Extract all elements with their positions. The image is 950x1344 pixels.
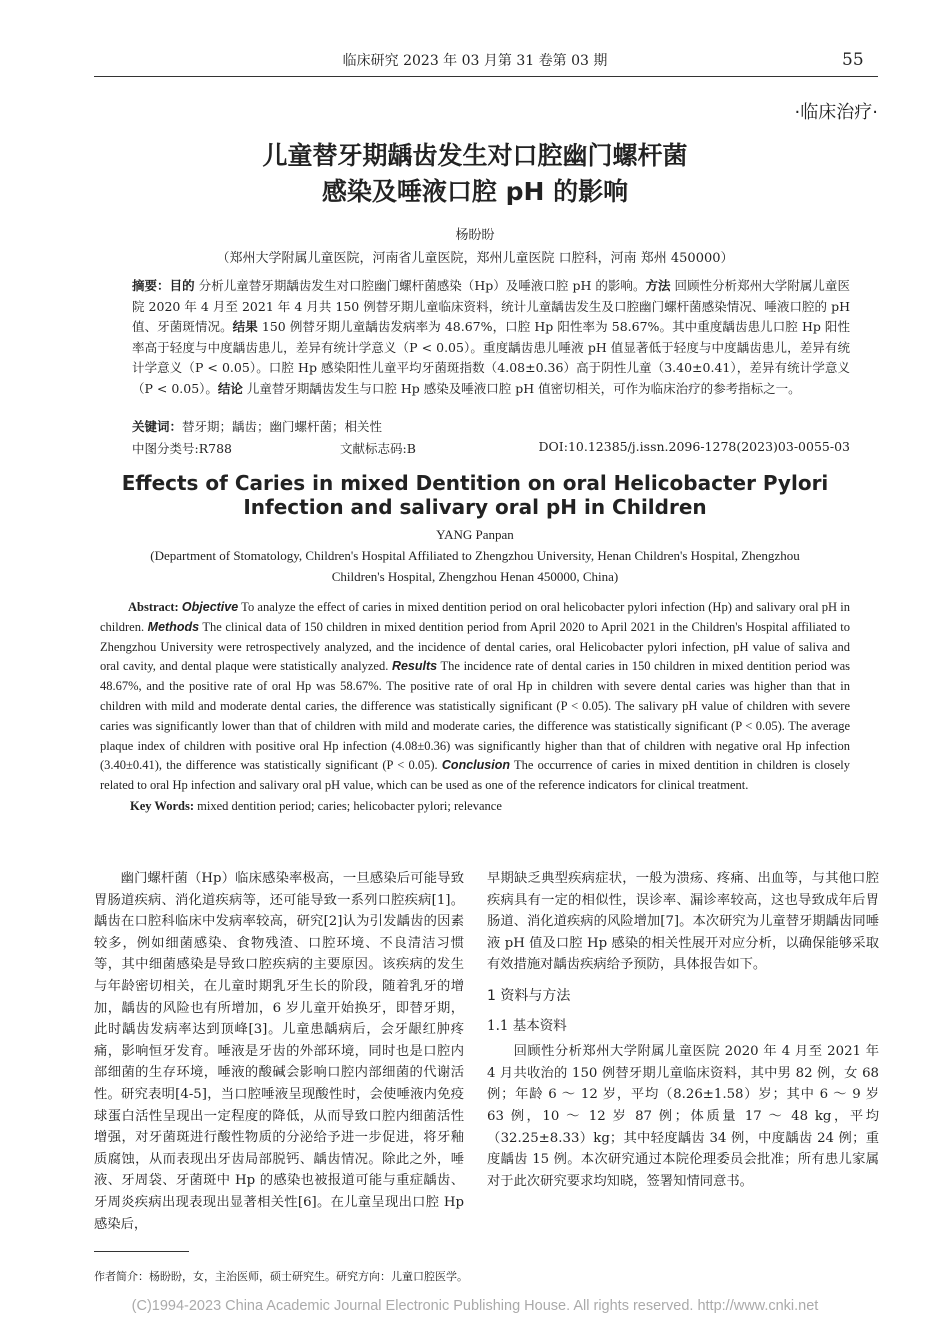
affiliation-en-line-1: (Department of Stomatology, Children's Hospital Affiliated to Zhengzhou University, Henan Children's Hospital, Zhengzhou bbox=[150, 548, 800, 563]
keywords-text: 替牙期；龋齿；幽门螺杆菌；相关性 bbox=[182, 419, 383, 434]
running-header: 临床研究 2023 年 03 月第 31 卷第 03 期 bbox=[342, 53, 608, 69]
abstract-cn bbox=[132, 276, 850, 399]
results-en-text: The incidence rate of dental caries in 150 children in mixed dentition period was 48.67%, and the positive rate of oral Hp was 58.67%. The positive rate of oral Hp in children with severe dental caries was higher than that in children with mild and moderate dental caries, the difference was statistically significant (P < 0.05). The salivary pH value of children with severe caries was significantly lower than that of children with mild and moderate caries, the difference was statistically significant (P < 0.05). The average plaque index of children with positive oral Hp infection (4.08±0.36) was significantly higher than that of children with negative oral Hp infection (3.40±0.41), the difference was statistically significant (P < 0.05). bbox=[100, 659, 850, 773]
keywords-en-label: Key Words: bbox=[130, 798, 195, 813]
abstract-en bbox=[100, 598, 850, 817]
abstract-label: 摘要： bbox=[132, 278, 170, 293]
author-en: YANG Panpan bbox=[436, 527, 514, 542]
clc-number: 中图分类号:R788 bbox=[132, 441, 232, 456]
column-tag: ·临床治疗· bbox=[794, 102, 878, 123]
title-en-line-2: Infection and salivary oral pH in Children bbox=[243, 495, 707, 519]
doc-code: 文献标志码:B bbox=[340, 441, 416, 456]
author-cn: 杨盼盼 bbox=[455, 228, 495, 243]
objective-label: 目的 bbox=[169, 278, 195, 293]
body-paragraph: 早期缺乏典型疾病症状，一般为溃疡、疼痛、出血等，与其他口腔疾病具有一定的相似性，误诊率、漏诊率较高，这也导致成年后胃肠道、消化道疾病的风险增加[7]。本次研究为儿童替牙期龋齿同唾液 pH 值及口腔 Hp 感染的相关性展开对应分析，以确保能够采取有效措施对龋齿疾病给予预防，具体报告如下。 bbox=[487, 871, 879, 973]
body-paragraph: 回顾性分析郑州大学附属儿童医院 2020 年 4 月至 2021 年 4 月共收治的 150 例替牙期儿童临床资料，其中男 82 例，女 68 例；年龄 6 ～ 12 岁，平均（8.26±1.58）岁；其中 6 ～ 9 岁 63 例，10 ～ 12 岁 87 例；体质量 17 ～ 48 kg，平均（32.25±8.33）kg；其中轻度龋齿 34 例，中度龋齿 24 例；重度龋齿 15 例。本次研究通过本院伦理委员会批准；所有患儿家属对于此次研究要求均知晓，签署知情同意书。 bbox=[487, 1044, 879, 1189]
keywords-en-text: mixed dentition period; caries; helicobacter pylori; relevance bbox=[194, 798, 502, 813]
body-right-column bbox=[487, 868, 879, 1192]
methods-en-text: The clinical data of 150 children in mixed dentition period from April 2020 to April 2021 in the Children's Hospital affiliated to Zhengzhou University were retrospectively analyzed, and the incidence of dental caries, oral Helicobacter pylori infection, pH value of saliva and oral cavity, and dental plaque were statistically analyzed. bbox=[100, 619, 850, 674]
conclusion-label: 结论 bbox=[217, 380, 243, 396]
methods-text: 回顾性分析郑州大学附属儿童医院 2020 年 4 月至 2021 年 4 月共 150 例替牙期儿童临床资料，统计儿童龋齿发生及口腔幽门螺杆菌感染情况、唾液口腔的 pH 值、牙菌斑情况。 bbox=[132, 278, 850, 334]
abstract-en-label: Abstract: bbox=[128, 600, 179, 614]
objective-text: 分析儿童替牙期龋齿发生对口腔幽门螺杆菌感染（Hp）及唾液口腔 pH 的影响。 bbox=[194, 278, 646, 293]
objective-en-label: Objective bbox=[181, 600, 239, 614]
header-rule bbox=[94, 76, 878, 77]
objective-en-text: To analyze the effect of caries in mixed dentition period on oral helicobacter pylori infection (Hp) and salivary oral pH in children. bbox=[100, 600, 851, 634]
footnote-rule bbox=[94, 1251, 189, 1252]
author-footnote: 作者简介：杨盼盼，女，主治医师，硕士研究生。研究方向：儿童口腔医学。 bbox=[94, 1270, 468, 1283]
results-text: 150 例替牙期儿童龋齿发病率为 48.67%，口腔 Hp 阳性率为 58.67%。其中重度龋齿患儿口腔 Hp 阳性率高于轻度与中度龋齿患儿，差异有统计学意义（P < 0.05）。重度龋齿患儿唾液 pH 值显著低于轻度与中度龋齿患儿，差异有统计学意义（P < 0.05）。口腔 Hp 感染阳性儿童平均牙菌斑指数（4.08±0.36）高于阴性儿童（3.40±0.41），差异有统计学意义（P < 0.05）。 bbox=[132, 319, 850, 396]
keywords-cn bbox=[132, 417, 382, 435]
title-en-line-1: Effects of Caries in mixed Dentition on oral Helicobacter Pylori bbox=[121, 471, 829, 495]
results-en-label: Results bbox=[391, 659, 438, 674]
body-left-column bbox=[94, 868, 464, 1235]
methods-label: 方法 bbox=[645, 278, 671, 293]
conclusion-en-label: Conclusion bbox=[441, 758, 510, 773]
conclusion-text: 儿童替牙期龋齿发生与口腔 Hp 感染及唾液口腔 pH 值密切相关，可作为临床治疗的参考指标之一。 bbox=[242, 380, 801, 396]
results-label: 结果 bbox=[232, 319, 258, 334]
conclusion-en-text: The occurrence of caries in mixed dentition in children is closely related to oral Hp infection and salivary oral pH value, which can be used as one of the reference indicators for clinical treatment. bbox=[100, 758, 850, 793]
keywords-en bbox=[100, 797, 850, 817]
affiliation-cn: （郑州大学附属儿童医院，河南省儿童医院，郑州儿童医院 口腔科，河南 郑州 450000） bbox=[216, 251, 734, 266]
title-cn-line-2: 感染及唾液口腔 pH 的影响 bbox=[321, 177, 629, 206]
keywords-label: 关键词： bbox=[132, 419, 183, 434]
title-cn-line-1: 儿童替牙期龋齿发生对口腔幽门螺杆菌 bbox=[262, 141, 688, 170]
subsection-heading: 1.1 基本资料 bbox=[487, 1017, 567, 1034]
affiliation-en-line-2: Children's Hospital, Zhengzhou Henan 450000, China) bbox=[331, 569, 619, 584]
methods-en-label: Methods bbox=[147, 619, 200, 634]
body-paragraph: 幽门螺杆菌（Hp）临床感染率极高，一旦感染后可能导致胃肠道疾病、消化道疾病等，还可能导致一系列口腔疾病[1]。龋齿在口腔科临床中发病率较高，研究[2]认为引发龋齿的因素较多，例如细菌感染、食物残渣、口腔环境、不良清洁习惯等，其中细菌感染是导致口腔疾病的主要原因。该疾病的发生与年龄密切相关，在儿童时期乳牙生长的阶段，随着乳牙的增加，龋齿的风险也有所增加，6 岁儿童开始换牙，即替牙期，此时龋齿发病率达到顶峰[3]。儿童患龋病后，会牙龈红肿疼痛，影响恒牙发育。唾液是牙齿的外部环境，同时也是口腔内部细菌的生存环境，唾液的酸碱会影响口腔内部细菌的代谢活性。研究表明[4-5]，当口腔唾液呈现酸性时，会使唾液内免疫球蛋白活性呈现出一定程度的降低，从而导致口腔内细菌活性增强，对牙菌斑进行酸性物质的分泌给予进一步促进，将牙釉质腐蚀，从而表现出牙齿局部脱钙、龋齿情况。除此之外，唾液、牙周袋、牙菌斑中 Hp 的感染也被报道可能与重症龋齿、牙周炎疾病出现表现出显著相关性[6]。在儿童呈现出口腔 Hp 感染后， bbox=[94, 871, 464, 1232]
page-number: 55 bbox=[842, 50, 864, 70]
copyright-watermark: (C)1994-2023 China Academic Journal Electronic Publishing House. All rights reserved. http://www.cnki.net bbox=[131, 1298, 819, 1314]
doi: DOI:10.12385/j.issn.2096-1278(2023)03-0055-03 bbox=[538, 439, 850, 454]
section-heading: 1 资料与方法 bbox=[487, 987, 571, 1004]
